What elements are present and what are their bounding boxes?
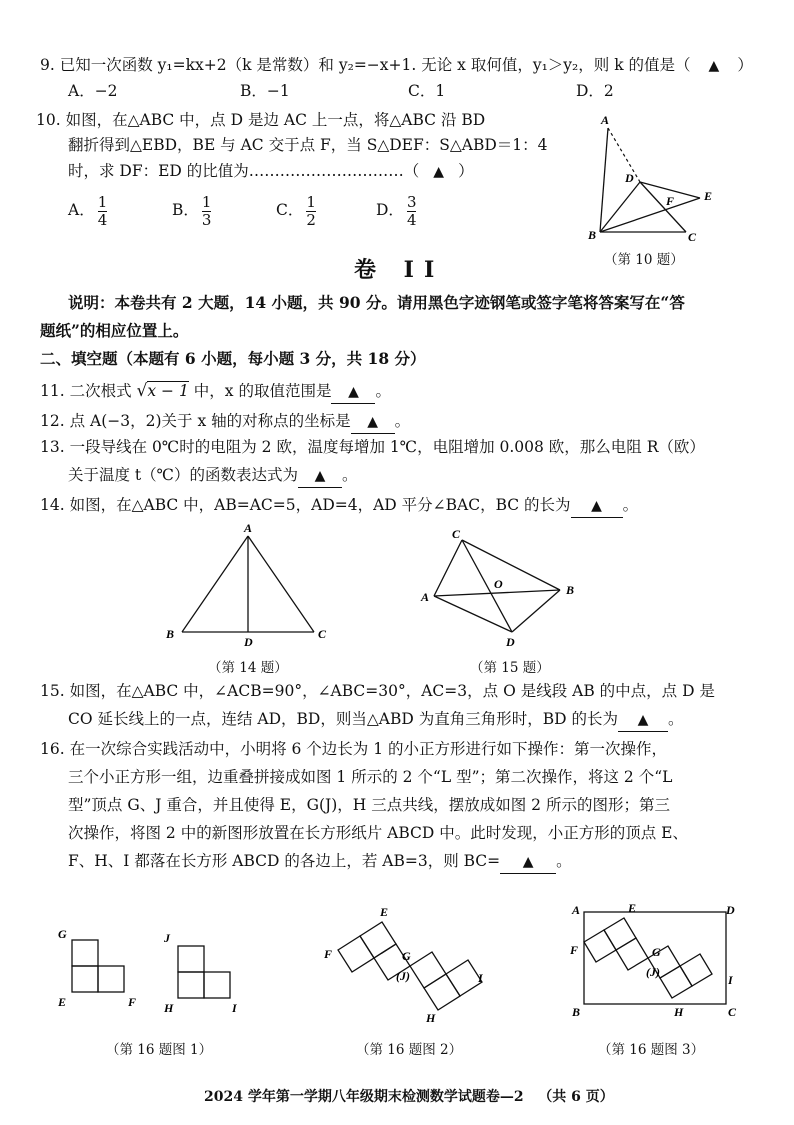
point-label-b: B: [166, 627, 175, 641]
q16-figure1-caption: （第 16 题图 1）: [106, 1042, 213, 1058]
answer-marker: ▲: [637, 712, 649, 728]
q15-figure: [414, 524, 594, 654]
q14-figure: [160, 522, 340, 652]
answer-marker: ▲: [708, 58, 720, 74]
point-label-f: F: [128, 995, 137, 1009]
point-label-d: D: [625, 171, 634, 185]
q10-figure-caption: （第 10 题）: [604, 252, 684, 268]
q13-stem-line2: 关于温度 t（℃）的函数表达式为 ▲ 。: [68, 464, 358, 488]
q10-option-a: A． $\frac{1}{4}$: [68, 192, 108, 229]
point-label-g: G: [58, 927, 67, 941]
point-label-h: H: [674, 1005, 684, 1019]
point-label-d: D: [506, 635, 515, 649]
radicand: x − 1: [147, 382, 189, 400]
point-label-f: F: [324, 947, 333, 961]
q9-option-b: B．−1: [240, 82, 290, 100]
q15-figure-caption: （第 15 题）: [470, 660, 550, 676]
section-note-line1: 说明：本卷共有 2 大题，14 小题，共 90 分。请用黑色字迹钢笔或签字笔将答案写在“答: [68, 293, 685, 312]
point-label-a: A: [421, 590, 430, 604]
q11-stem: 11. 二次根式 √x − 1 中，x 的取值范围是 ▲ 。: [40, 380, 391, 404]
q16-figure2: [318, 900, 498, 1030]
point-label-j: (J): [646, 965, 660, 979]
q13-stem-line1: 13. 一段导线在 0℃时的电阻为 2 欧，温度每增加 1℃，电阻增加 0.008 欧，那么电阻 R（欧）: [40, 438, 705, 456]
answer-marker: ▲: [522, 854, 534, 870]
q9-option-d: D．2: [576, 82, 614, 100]
point-label-c: C: [728, 1005, 737, 1019]
q9-option-c: C．1: [408, 82, 446, 100]
point-label-b: B: [572, 1005, 581, 1019]
point-label-f: F: [570, 943, 579, 957]
point-label-g: G: [652, 945, 661, 959]
page-footer: 2024 学年第一学期八年级期末检测数学试题卷—2 （共 6 页）: [204, 1089, 614, 1105]
q10-option-d: D． $\frac{3}{4}$: [376, 192, 417, 229]
q14-stem: 14. 如图，在△ABC 中，AB=AC=5，AD=4，AD 平分∠BAC，BC 的长为 ▲ 。: [40, 494, 638, 518]
point-label-d: D: [244, 635, 253, 649]
q10-stem-line1: 10. 如图，在△ABC 中，点 D 是边 AC 上一点，将△ABC 沿 BD: [36, 111, 486, 129]
point-label-e: E: [628, 901, 637, 915]
q16-stem-line5: F、H、I 都落在长方形 ABCD 的各边上，若 AB=3，则 BC= ▲ 。: [68, 850, 572, 874]
answer-marker: ▲: [367, 414, 379, 430]
q16-stem-line2: 三个小正方形一组，边重叠拼接成如图 1 所示的 2 个“L 型”；第二次操作，将这 2 个“L: [68, 768, 673, 786]
part2-heading: 二、填空题（本题有 6 小题，每小题 3 分，共 18 分）: [40, 349, 426, 368]
point-label-e: E: [380, 905, 389, 919]
point-label-c: C: [318, 627, 327, 641]
point-label-d: D: [726, 903, 735, 917]
sqrt-symbol: √: [136, 381, 148, 401]
section-title: 卷 II: [354, 257, 445, 283]
point-label-c: C: [688, 230, 697, 243]
point-label-c: C: [452, 527, 461, 541]
q9-option-a: A．−2: [68, 82, 118, 100]
q10-figure: [578, 108, 728, 243]
point-label-h: H: [426, 1011, 436, 1025]
q16-figure3-caption: （第 16 题图 3）: [598, 1042, 705, 1058]
point-label-o: O: [494, 577, 503, 591]
point-label-i: I: [728, 973, 733, 987]
answer-marker: ▲: [314, 468, 326, 484]
section-note-line2: 题纸”的相应位置上。: [40, 321, 189, 340]
point-label-b: B: [566, 583, 575, 597]
q16-figure3: [562, 898, 752, 1030]
q16-stem-line3: 型”顶点 G、J 重合，并且使得 E，G(J)，H 三点共线，摆放成如图 2 所示的图形；第三: [68, 796, 670, 814]
q15-stem-line2: CO 延长线上的一点，连结 AD，BD，则当△ABD 为直角三角形时，BD 的长为 ▲ 。: [68, 708, 683, 732]
q15-stem-line1: 15. 如图，在△ABC 中，∠ACB=90°，∠ABC=30°，AC=3，点 O 是线段 AB 的中点，点 D 是: [40, 682, 715, 700]
point-label-j: J: [164, 931, 170, 945]
point-label-i: I: [232, 1001, 237, 1014]
answer-marker: ▲: [591, 498, 602, 514]
answer-marker: ▲: [433, 164, 445, 180]
point-label-i: I: [478, 971, 483, 985]
point-label-a: A: [572, 903, 581, 917]
answer-marker: ▲: [348, 384, 359, 400]
point-label-j: (J): [396, 969, 410, 983]
q12-stem: 12. 点 A(−3，2)关于 x 轴的对称点的坐标是 ▲ 。: [40, 410, 410, 434]
q16-figure2-caption: （第 16 题图 2）: [356, 1042, 463, 1058]
q10-stem-line2: 翻折得到△EBD，BE 与 AC 交于点 F，当 S△DEF：S△ABD＝1：4: [68, 136, 548, 154]
q16-stem-line4: 次操作，将图 2 中的新图形放置在长方形纸片 ABCD 中。此时发现，小正方形的顶点 E、: [68, 824, 688, 842]
q16-figure1: [50, 924, 250, 1014]
q16-stem-line1: 16. 在一次综合实践活动中，小明将 6 个边长为 1 的小正方形进行如下操作：第一次操作，: [40, 740, 668, 758]
point-label-a: A: [601, 113, 610, 127]
point-label-g: G: [402, 949, 411, 963]
point-label-f: F: [666, 194, 675, 208]
point-label-e: E: [704, 189, 713, 203]
q14-figure-caption: （第 14 题）: [208, 660, 288, 676]
point-label-a: A: [244, 522, 253, 535]
point-label-h: H: [164, 1001, 174, 1014]
q10-option-c: C． $\frac{1}{2}$: [276, 192, 316, 229]
q10-stem-line3: 时，求 DF：ED 的比值为…………………………（ ▲ ）: [68, 162, 474, 180]
q10-option-b: B． $\frac{1}{3}$: [172, 192, 212, 229]
q9-stem: 9. 已知一次函数 y₁=kx+2（k 是常数）和 y₂=−x+1. 无论 x 取何值，y₁＞y₂，则 k 的值是（ ▲ ）: [40, 56, 753, 74]
point-label-e: E: [58, 995, 67, 1009]
point-label-b: B: [588, 228, 597, 242]
